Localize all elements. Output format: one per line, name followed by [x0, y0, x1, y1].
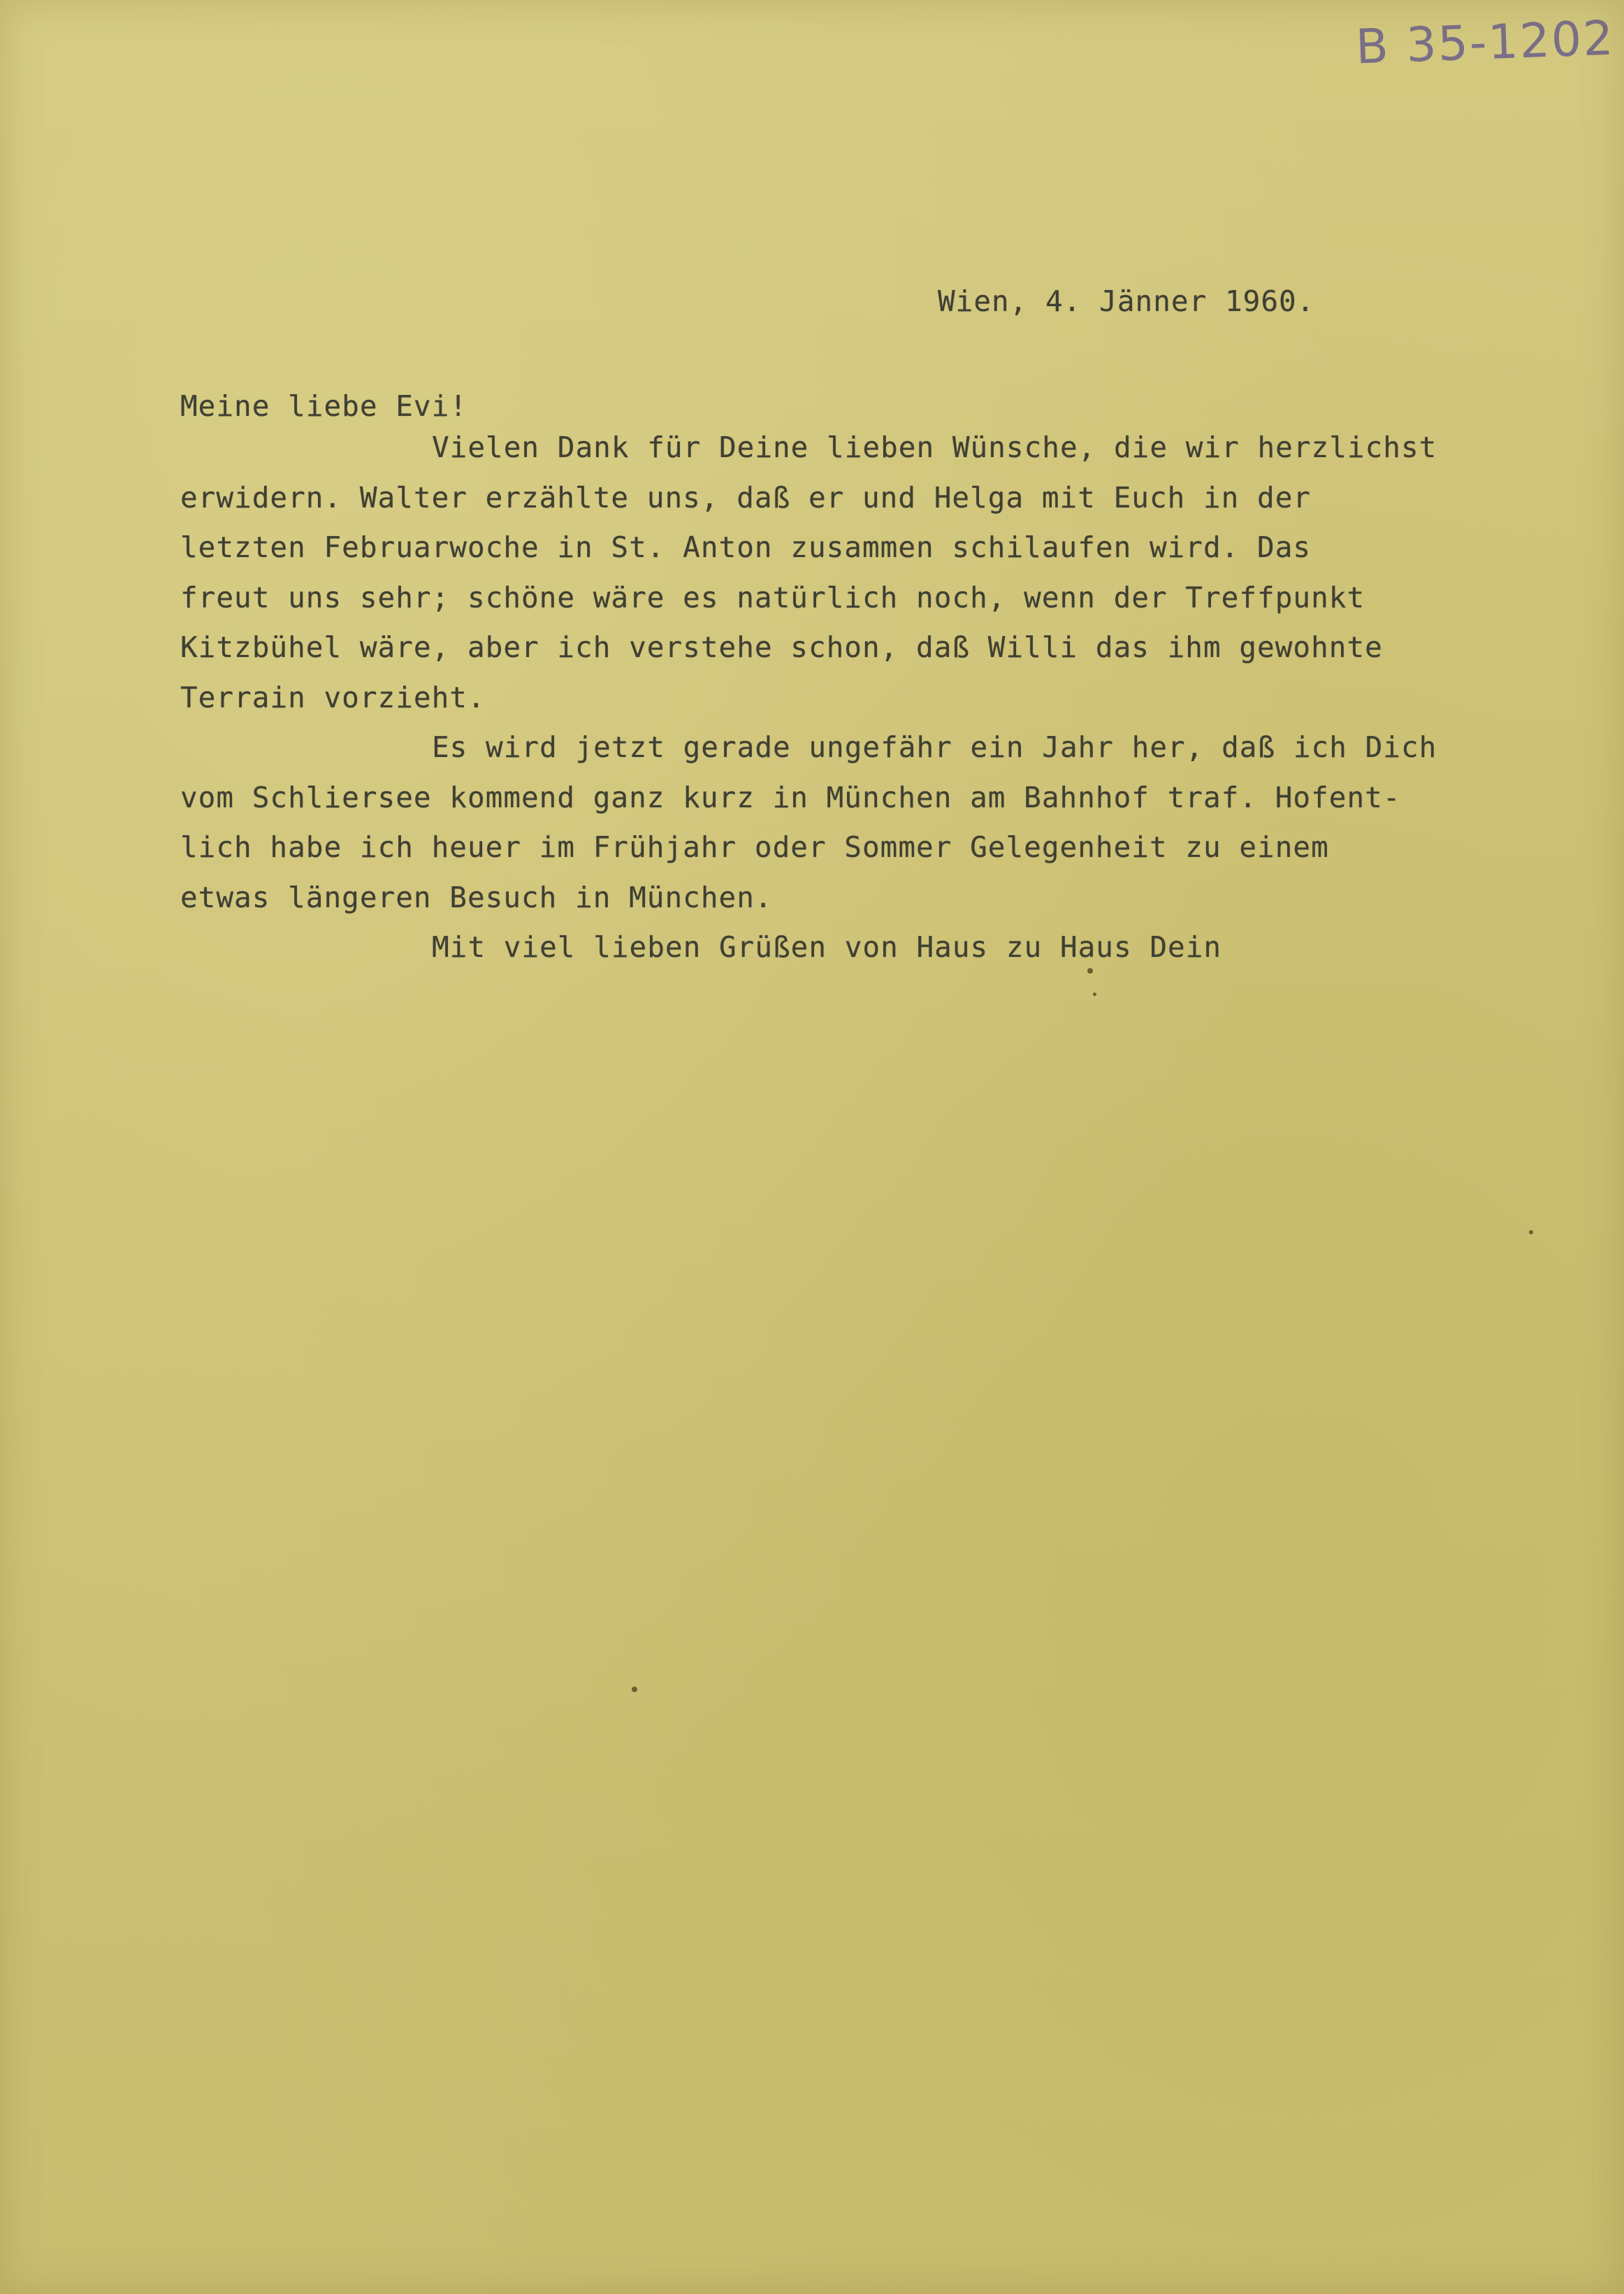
salutation: Meine liebe Evi!	[180, 389, 467, 423]
closing-line: Mit viel lieben Grüßen von Haus zu Haus Dein	[432, 930, 1222, 964]
body-line: freut uns sehr; schöne wäre es natürlich noch, wenn der Treffpunkt	[180, 580, 1365, 614]
body-line: vom Schliersee kommend ganz kurz in München am Bahnhof traf. Hofent-	[180, 780, 1401, 814]
body-line: Vielen Dank für Deine lieben Wünsche, die wir herzlichst	[432, 431, 1437, 464]
body-line: Es wird jetzt gerade ungefähr ein Jahr her, daß ich Dich	[432, 730, 1437, 764]
body-line: erwidern. Walter erzählte uns, daß er und Helga mit Euch in der	[180, 480, 1312, 514]
body-line: etwas längeren Besuch in München.	[180, 880, 773, 914]
body-line: Terrain vorzieht.	[180, 680, 486, 714]
date-line: Wien, 4. Jänner 1960.	[938, 284, 1315, 318]
archive-id-annotation: B 35-1202	[1354, 10, 1616, 75]
body-line: lich habe ich heuer im Frühjahr oder Sommer Gelegenheit zu einem	[180, 830, 1329, 864]
body-line: Kitzbühel wäre, aber ich verstehe schon, daß Willi das ihm gewohnte	[180, 630, 1383, 664]
paper-speck	[632, 1687, 637, 1692]
body-line: letzten Februarwoche in St. Anton zusammen schilaufen wird. Das	[180, 531, 1312, 564]
letter-body	[180, 423, 1437, 973]
paper-speck	[1087, 968, 1093, 974]
paper-speck	[1529, 1230, 1533, 1234]
paper-speck	[1093, 993, 1096, 996]
